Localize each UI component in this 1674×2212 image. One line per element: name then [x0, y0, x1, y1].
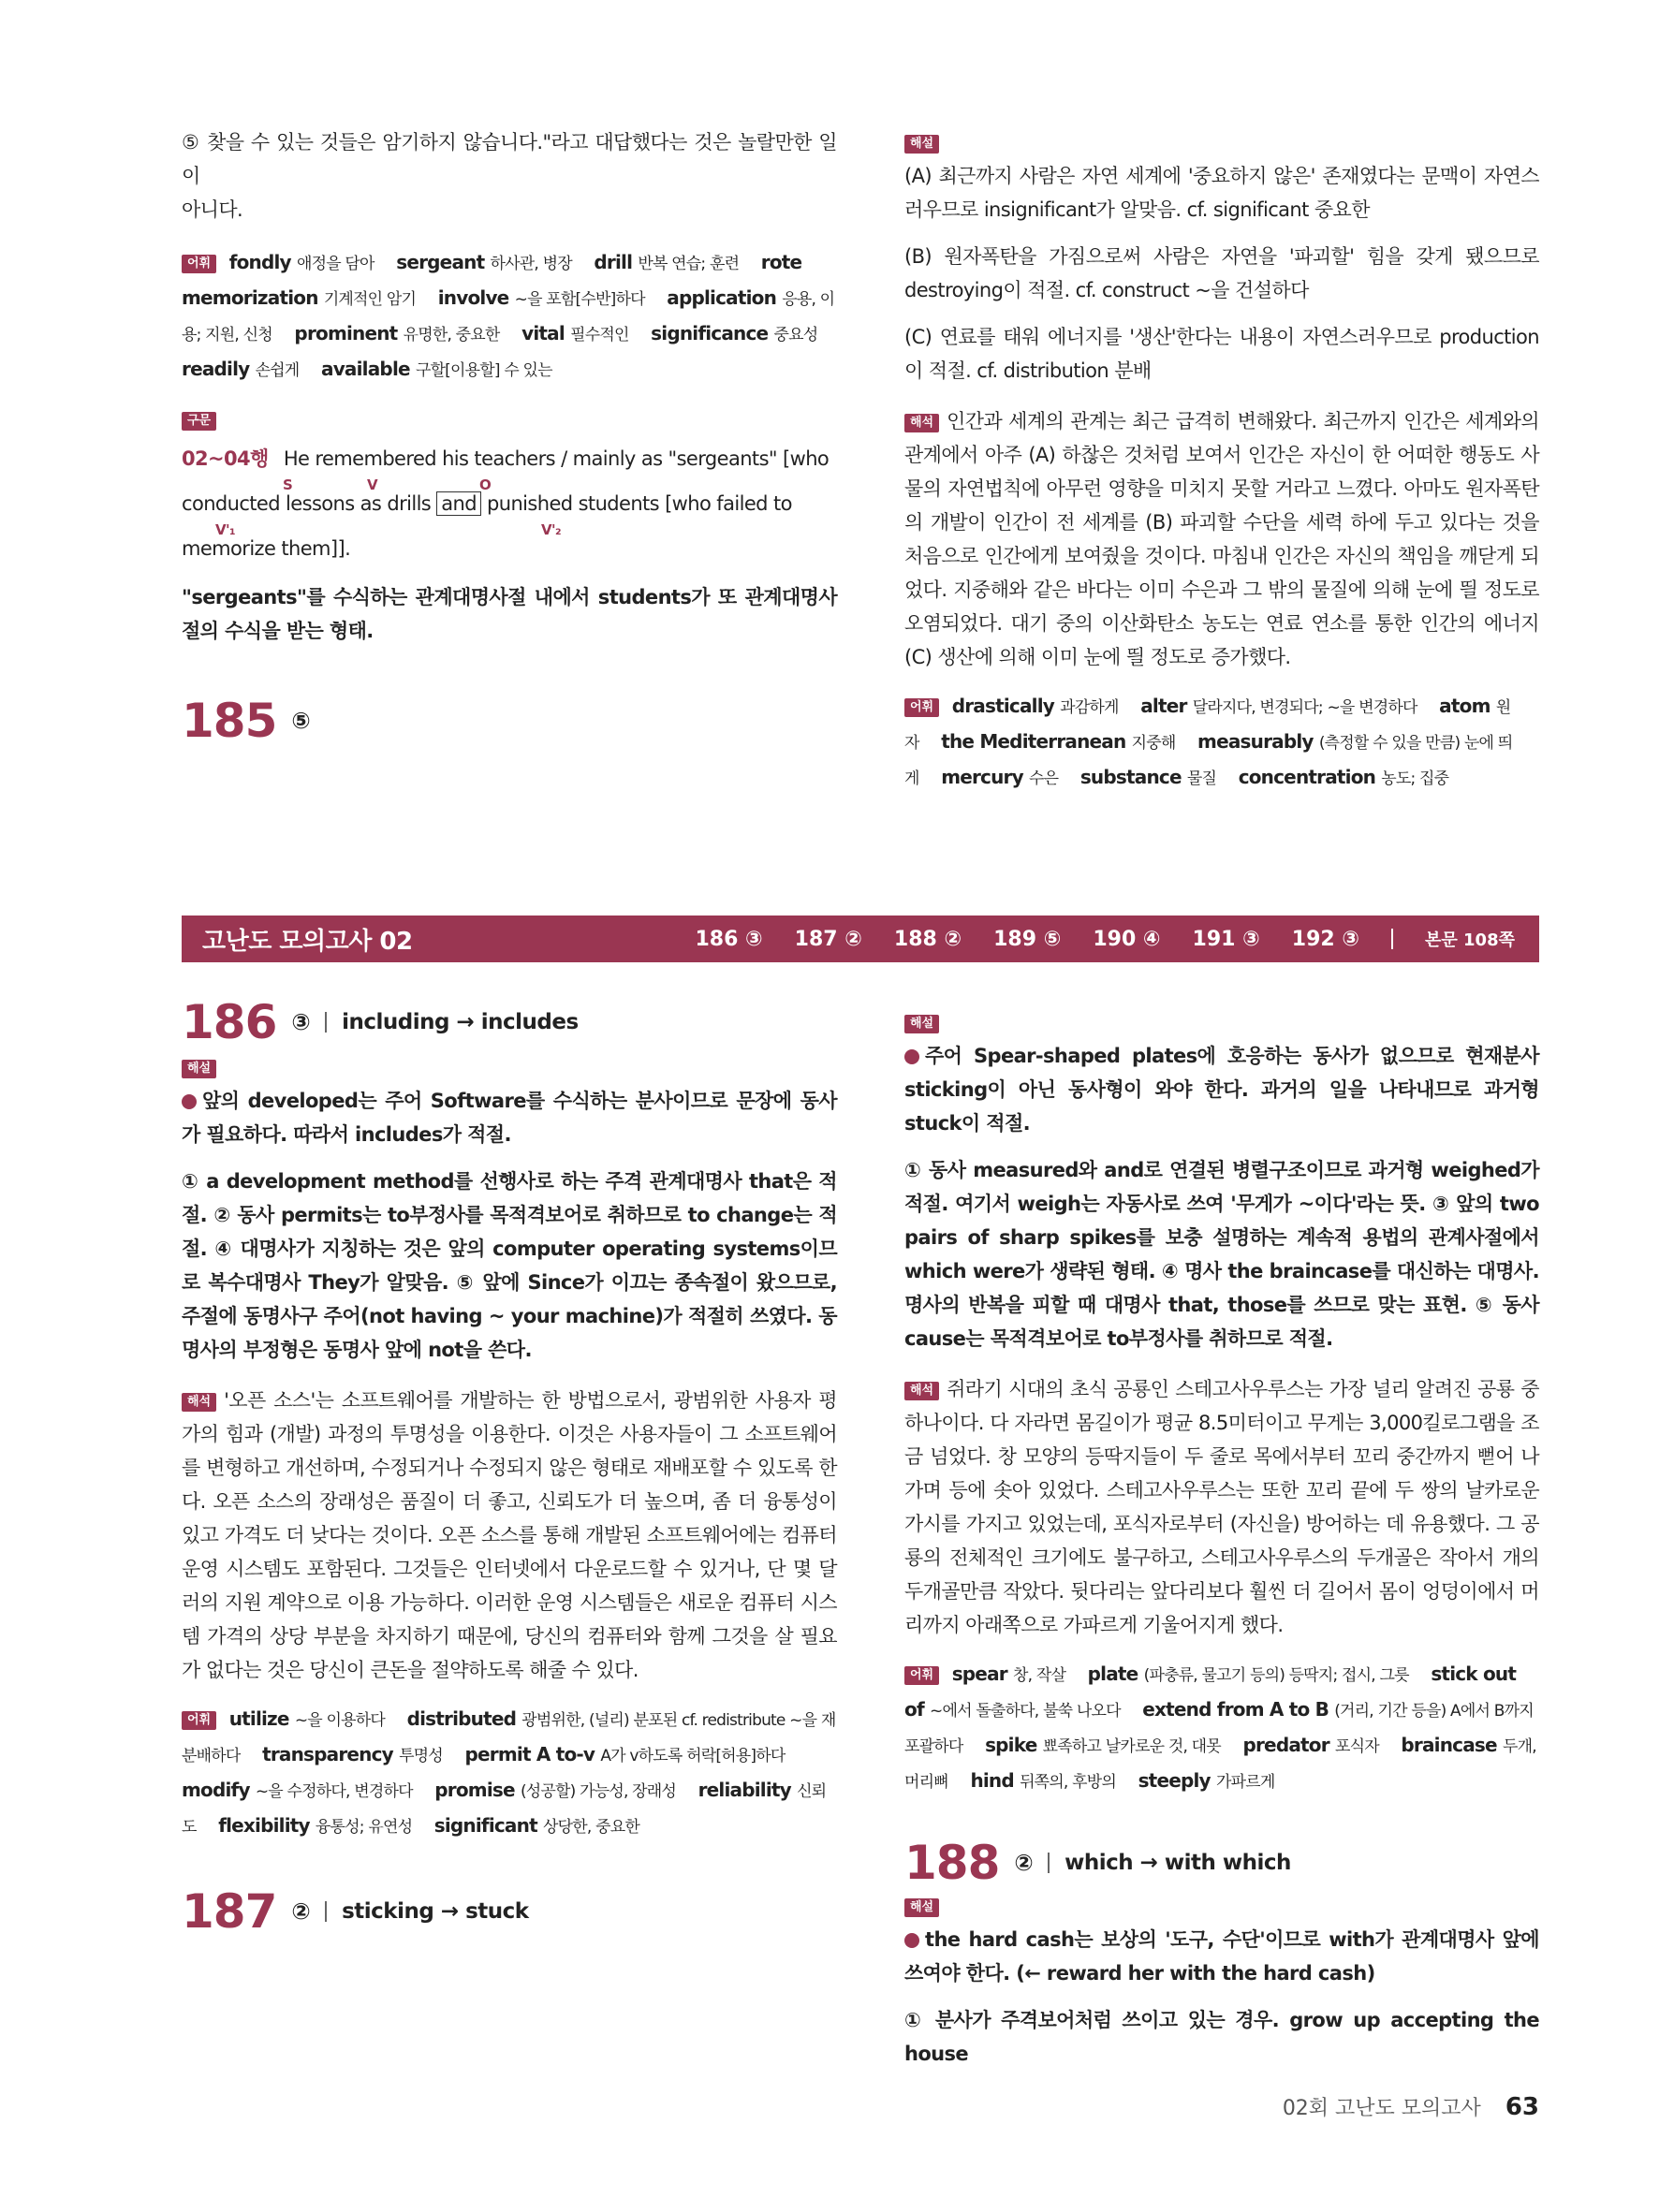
vocab-meaning: 융통성; 유연성: [315, 1818, 413, 1837]
q186-answer: ③: [291, 1009, 311, 1035]
divider: [325, 1012, 327, 1033]
vocab-word: drastically: [951, 695, 1061, 717]
vocab-meaning: 손쉽게: [255, 361, 300, 380]
band-item: 189 ⑤: [993, 927, 1062, 951]
vocab-word: reliability: [698, 1779, 798, 1801]
q186-header: [182, 995, 837, 1049]
vocab-meaning: 상당한, 중요한: [543, 1818, 639, 1837]
q185-header: [182, 694, 837, 748]
vocab-word: steeply: [1138, 1769, 1216, 1792]
vocab-meaning: A가 v하도록 허락[허용]하다: [600, 1747, 786, 1765]
vocab-meaning: ~을 포함[수반]하다: [514, 290, 645, 309]
vocab-word: drill: [594, 251, 639, 273]
answer-dot-icon: [182, 1094, 197, 1109]
vocab-meaning: 기계적인 암기: [323, 290, 417, 309]
vocab-meaning: 달라지다, 변경되다; ~을 변경하다: [1192, 698, 1417, 717]
vocab-word: spear: [951, 1663, 1013, 1685]
q187-main: 주어 Spear-shaped plates에 호응하는 동사가 없으므로 현재분사 sticking이 아닌 동사형이 와야 한다. 과거의 일을 나타내므로 과거형 stuck이 적절.: [904, 1045, 1539, 1135]
top-right-column: [904, 131, 1539, 796]
vocab-meaning: 농도; 집중: [1381, 769, 1449, 788]
vocab-meaning: ~을 수정하다, 변경하다: [255, 1782, 413, 1801]
vocab-word: modify: [182, 1779, 256, 1801]
q188-explain-tag: 해설: [904, 1898, 939, 1917]
q186-vocab-tag: 어휘: [182, 1711, 216, 1730]
answer-dot-icon: [904, 1049, 919, 1064]
vocab-word: significant: [433, 1814, 543, 1837]
q186-explain-tag: 해설: [182, 1060, 216, 1078]
footer-label: 02회 고난도 모의고사: [1282, 2097, 1481, 2120]
vocab-list: [182, 251, 834, 380]
syntax-and-box: and: [436, 491, 481, 516]
intro-line-1: ⑤ 찾을 수 있는 것들은 암기하지 않습니다."라고 대답했다는 것은 놀랄만한 일이: [182, 131, 837, 187]
vocab-meaning: 가파르게: [1215, 1773, 1275, 1792]
vocab-word: braincase: [1401, 1734, 1503, 1756]
vocab-word: fondly: [228, 251, 297, 273]
syntax-text-2: conducted lessons as drills: [182, 492, 432, 515]
q187-vocab-tag: 어휘: [904, 1666, 939, 1685]
band-item: 192 ③: [1291, 927, 1359, 951]
syntax-sentence: [182, 436, 837, 571]
vocab-meaning: 애정을 담아: [296, 255, 374, 273]
vocab-meaning: 물질: [1186, 769, 1217, 788]
q187-answer: ②: [291, 1898, 311, 1925]
q185-translation-tag: 해석: [904, 414, 939, 432]
vocab-word: rote memorization: [182, 251, 802, 309]
vocab-block-184: [182, 245, 837, 388]
vocab-meaning: 두개, 머리뼈: [904, 1737, 1536, 1792]
vocab-word: involve: [437, 286, 515, 309]
vocab-word: sergeant: [396, 251, 491, 273]
q186-number: 186: [182, 995, 277, 1049]
band-page-ref: 본문 108쪽: [1424, 930, 1515, 950]
vocab-word: prominent: [294, 322, 404, 344]
vocab-list: [904, 1663, 1536, 1792]
vocab-meaning: 필수적인: [570, 326, 629, 344]
q187-correction: sticking → stuck: [342, 1899, 529, 1924]
vocab-word: distributed: [406, 1707, 522, 1730]
vocab-word: extend from A to B: [1142, 1698, 1335, 1721]
top-left-column: [182, 125, 837, 748]
vocab-meaning: 포식자: [1334, 1737, 1379, 1756]
vocab-word: hind: [970, 1769, 1021, 1792]
vocab-word: transparency: [262, 1743, 400, 1765]
band-item: 190 ④: [1093, 927, 1161, 951]
q185-translation: 인간과 세계의 관계는 최근 급격히 변해왔다. 최근까지 인간은 세계와의 관계에서 아주 (A) 하찮은 것처럼 보여서 인간은 자신이 한 어떠한 행동도 사물의 자연법칙에 아무런 영향을 미치지 못할 거라고 느꼈다. 아마도 원자폭탄의 개발이 인간이 전 세계를 (B) 파괴할 수단을 세력 하에 두고 있다는 것을 처음으로 인간에게 보여줬을 것이다. 마침내 인간은 자신의 책임을 깨닫게 되었다. 지중해와 같은 바다는 이미 수은과 그 밖의 물질에 의해 눈에 띌 정도로 오염되었다. 대기 중의 이산화탄소 농도는 연료 연소를 통한 인간의 에너지 (C) 생산에 의해 이미 눈에 띌 정도로 증가했다.: [904, 410, 1539, 668]
label-o: O: [479, 476, 492, 493]
syntax-text-3: punished students [who failed to: [487, 492, 792, 515]
band-title: 고난도 모의고사 02: [202, 927, 413, 956]
q186-correction: including → includes: [342, 1010, 579, 1034]
q187-header: [182, 1884, 837, 1939]
vocab-word: available: [321, 358, 416, 380]
band-answers: [695, 927, 1515, 951]
vocab-meaning: 원자: [904, 698, 1511, 753]
section-band: [182, 916, 1539, 962]
q186-main: 앞의 developed는 주어 Software를 수식하는 분사이므로 문장에 동사가 필요하다. 따라서 includes가 적절.: [182, 1090, 837, 1146]
vocab-meaning: 뾰족하고 날카로운 것, 대못: [1042, 1737, 1221, 1756]
vocab-word: promise: [434, 1779, 521, 1801]
band-item: 187 ②: [794, 927, 862, 951]
answer-dot-icon: [904, 1933, 919, 1948]
vocab-meaning: (성공할) 가능성, 장래성: [520, 1782, 677, 1801]
q188-answer: ②: [1014, 1850, 1034, 1876]
vocab-word: plate: [1087, 1663, 1144, 1685]
vocab-word: spike: [985, 1734, 1043, 1756]
vocab-meaning: 신뢰도: [182, 1782, 827, 1837]
vocab-block-187: [904, 1657, 1539, 1799]
q186-translation-tag: 해석: [182, 1393, 216, 1412]
vocab-word: mercury: [941, 766, 1030, 788]
q187-explain-tag: 해설: [904, 1015, 939, 1033]
divider: [325, 1901, 327, 1922]
vocab-meaning: ~을 이용하다: [294, 1711, 385, 1730]
label-v1: V'₁: [215, 521, 235, 538]
q186-detail: ① a development method를 선행사로 하는 주격 관계대명사 that은 적절. ② 동사 permits는 to부정사를 목적격보어로 취하므로 to change는 적절. ④ 대명사가 지칭하는 것은 앞의 computer operating systems이므로 복수대명사 They가 알맞음. ⑤ 앞에 Since가 이끄는 종속절이 왔으므로, 주절에 동명사구 주어(not having ~ your machine)가 적절히 쓰였다. 동명사의 부정형은 동명사 앞에 not을 쓴다.: [182, 1170, 837, 1361]
vocab-meaning: (거리, 기간 등을) A에서 B까지 포괄하다: [904, 1702, 1534, 1756]
vocab-word: application: [667, 286, 783, 309]
vocab-list: [182, 1707, 835, 1837]
vocab-word: measurably: [1197, 730, 1319, 753]
vocab-word: flexibility: [218, 1814, 316, 1837]
vocab-word: utilize: [228, 1707, 295, 1730]
vocab-meaning: 구할[이용할] 수 있는: [415, 361, 552, 380]
q185-answer: ⑤: [291, 708, 311, 734]
syntax-note: "sergeants"를 수식하는 관계대명사절 내에서 students가 또 관계대명사절의 수식을 받는 형태.: [182, 586, 837, 642]
vocab-list: [904, 695, 1512, 788]
vocab-block-185: [904, 689, 1539, 796]
band-separator: [1391, 929, 1393, 949]
q185-explain-tag: 해설: [904, 135, 939, 154]
q187-translation: 쥐라기 시대의 초식 공룡인 스테고사우루스는 가장 널리 알려진 공룡 중 하나이다. 다 자라면 몸길이가 평균 8.5미터이고 무게는 3,000킬로그램을 조금 넘었다. 창 모양의 등딱지들이 두 줄로 목에서부터 꼬리 중간까지 뻗어 나가며 등에 솟아 있었다. 스테고사우루스는 또한 꼬리 끝에 두 쌍의 날카로운 가시를 가지고 있었는데, 포식자로부터 (자신을) 방어하는 데 유용했다. 그 공룡의 전체적인 크기에도 불구하고, 스테고사우루스의 두개골은 작아서 개의 두개골만큼 작았다. 뒷다리는 앞다리보다 훨씬 더 길어서 몸이 엉덩이에서 머리까지 아래쪽으로 가파르게 기울어지게 했다.: [904, 1378, 1539, 1636]
q187-number: 187: [182, 1884, 277, 1939]
vocab-word: the Mediterranean: [941, 730, 1132, 753]
vocab-word: permit A to-v: [464, 1743, 601, 1765]
q186-translation: '오픈 소스'는 소프트웨어를 개발하는 한 방법으로서, 광범위한 사용자 평가의 힘과 (개발) 과정의 투명성을 이용한다. 이것은 사용자들이 그 소프트웨어를 변형하고 개선하며, 수정되거나 수정되지 않은 형태로 재배포할 수 있도록 한다. 오픈 소스의 장래성은 품질이 더 좋고, 신뢰도가 더 높으며, 좀 더 융통성이 있고 가격도 더 낮다는 것이다. 오픈 소스를 통해 개발된 소프트웨어에는 컴퓨터 운영 시스템도 포함된다. 그것들은 인터넷에서 다운로드할 수 있거나, 단 몇 달러의 지원 계약으로 이용 가능하다. 이러한 운영 시스템들은 새로운 컴퓨터 시스템 가격의 상당 부분을 차지하기 때문에, 당신의 컴퓨터와 함께 그것을 살 필요가 없다는 것은 당신이 큰돈을 절약하도록 해줄 수 있다.: [182, 1389, 837, 1681]
band-item: 186 ③: [695, 927, 763, 951]
q185-vocab-tag: 어휘: [904, 698, 939, 717]
q188-detail: ① 분사가 주격보어처럼 쓰이고 있는 경우. grow up accepting the house: [904, 2009, 1539, 2065]
label-v2: V'₂: [541, 521, 561, 538]
page-number: 63: [1505, 2092, 1539, 2121]
q187-detail: ① 동사 measured와 and로 연결된 병렬구조이므로 과거형 weighed가 적절. 여기서 weigh는 자동사로 쓰여 '무게가 ~이다'라는 뜻. ③ 앞의 two pairs of sharp spikes를 보충 설명하는 계속적 용법의 관계사절에서 which were가 생략된 형태. ④ 명사 the braincase를 대신하는 대명사. 명사의 반복을 피할 때 대명사 that, those를 쓰므로 맞는 표현. ⑤ 동사 cause는 목적격보어로 to부정사를 취하므로 적절.: [904, 1159, 1539, 1350]
vocab-word: concentration: [1238, 766, 1382, 788]
q185-a: (A) 최근까지 사람은 자연 세계에 '중요하지 않은' 존재였다는 문맥이 자연스러우므로 insignificant가 알맞음. cf. significant 중요한: [904, 165, 1539, 221]
vocab-meaning: 유명한, 중요한: [403, 326, 500, 344]
vocab-word: predator: [1242, 1734, 1335, 1756]
vocab-meaning: 투명성: [399, 1747, 443, 1765]
vocab-meaning: 과감하게: [1060, 698, 1119, 717]
vocab-tag: 어휘: [182, 255, 216, 273]
syntax-block: [182, 408, 837, 648]
vocab-meaning: 뒤쪽의, 후방의: [1020, 1773, 1117, 1792]
vocab-word: significance: [651, 322, 774, 344]
bottom-left-column: [182, 995, 837, 1939]
q185-c: (C) 연료를 태워 에너지를 '생산'한다는 내용이 자연스러우므로 production이 적절. cf. distribution 분배: [904, 326, 1539, 382]
q188-number: 188: [904, 1836, 1000, 1890]
label-v: V: [367, 476, 378, 493]
vocab-word: readily: [182, 358, 256, 380]
bottom-right-column: [904, 1011, 1539, 2084]
vocab-meaning: 반복 연습; 훈련: [638, 255, 740, 273]
vocab-block-186: [182, 1702, 837, 1844]
q188-correction: which → with which: [1065, 1851, 1291, 1875]
intro-line-2: 아니다.: [182, 198, 243, 221]
vocab-meaning: (측정할 수 있을 만큼) 눈에 띄게: [904, 734, 1513, 788]
syntax-range: 02~04행: [182, 447, 269, 470]
vocab-meaning: 응용, 이용; 지원, 신청: [182, 290, 835, 344]
page-footer: [1283, 2092, 1539, 2121]
q188-header: [904, 1836, 1539, 1890]
q187-translation-tag: 해석: [904, 1382, 939, 1400]
vocab-word: vital: [521, 322, 571, 344]
q185-b: (B) 원자폭탄을 가짐으로써 사람은 자연을 '파괴할' 힘을 갖게 됐으므로 destroying이 적절. cf. construct ~을 건설하다: [904, 245, 1539, 301]
vocab-word: substance: [1079, 766, 1187, 788]
vocab-meaning: 하사관, 병장: [490, 255, 572, 273]
vocab-meaning: ~에서 돌출하다, 불쑥 나오다: [930, 1702, 1121, 1721]
vocab-meaning: 중요성: [773, 326, 818, 344]
syntax-tag: 구문: [182, 412, 216, 431]
band-item: 191 ③: [1192, 927, 1260, 951]
syntax-text-4: memorize them]].: [182, 537, 351, 560]
vocab-meaning: 수은: [1029, 769, 1059, 788]
vocab-word: alter: [1140, 695, 1193, 717]
divider: [1048, 1853, 1050, 1873]
vocab-meaning: 지중해: [1131, 734, 1176, 753]
q185-number: 185: [182, 694, 277, 748]
q188-main: the hard cash는 보상의 '도구, 수단'이므로 with가 관계대명사 앞에 쓰여야 한다. (← reward her with the hard cash): [904, 1928, 1539, 1985]
vocab-meaning: 창, 작살: [1013, 1666, 1066, 1685]
vocab-word: atom: [1439, 695, 1496, 717]
vocab-meaning: 광범위한, (널리) 분포된 cf. redistribute ~을 재분배하다: [182, 1711, 836, 1765]
vocab-meaning: (파충류, 물고기 등의) 등딱지; 접시, 그릇: [1143, 1666, 1409, 1685]
syntax-text-1: He remembered his teachers / mainly as "sergeants" [who: [283, 447, 830, 470]
label-s: S: [283, 476, 293, 493]
vocab-word: stick out of: [904, 1663, 1517, 1721]
band-item: 188 ②: [893, 927, 962, 951]
